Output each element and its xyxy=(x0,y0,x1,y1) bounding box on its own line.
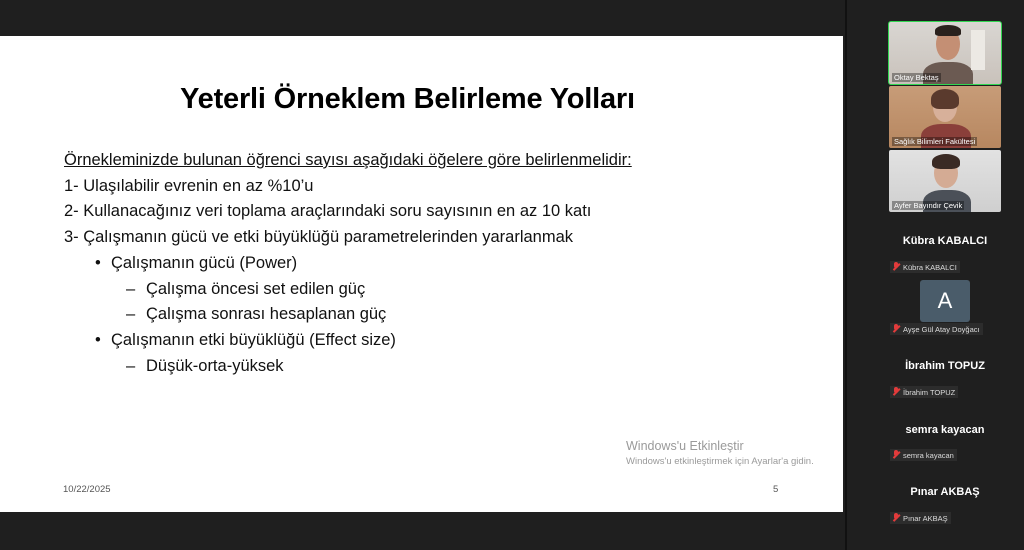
participant-video-tile[interactable] xyxy=(889,22,1001,84)
background-object xyxy=(971,30,985,70)
participants-panel xyxy=(847,0,1024,550)
sub-bullet-text: Çalışmanın gücü (Power) xyxy=(111,253,298,272)
participant-label xyxy=(890,323,983,335)
participant-name: semra kayacan xyxy=(903,451,954,460)
list-item: 1- Ulaşılabilir evrenin en az %10’u xyxy=(64,176,314,195)
sub-bullet-item xyxy=(64,251,764,277)
slide-title: Yeterli Örneklem Belirleme Yolları xyxy=(180,83,635,115)
watermark-title: Windows'u Etkinleştir xyxy=(626,439,744,453)
muted-mic-icon xyxy=(892,513,901,522)
participant-label xyxy=(890,386,958,398)
participant-label xyxy=(890,261,960,273)
list-item: 3- Çalışmanın gücü ve etki büyüklüğü parametrelerinden yararlanmak xyxy=(64,228,574,247)
participant-display-name: semra kayacan xyxy=(905,424,985,436)
participant-name: Kübra KABALCI xyxy=(903,263,957,272)
slide-lead-text: Örnekleminizde bulunan öğrenci sayısı aşağıdaki öğelere göre belirlenmelidir: xyxy=(64,151,632,169)
participant-name: Ayşe Gül Atay Doyğacı xyxy=(903,325,980,334)
participant-tile[interactable] xyxy=(889,416,1001,476)
participant-tile[interactable] xyxy=(889,352,1001,412)
participant-display-name: Kübra KABALCI xyxy=(902,235,988,247)
participant-name: Oktay Bektaş xyxy=(894,73,939,82)
slide-content xyxy=(64,148,764,379)
participant-tile[interactable] xyxy=(889,478,1001,538)
dash-item-text: Düşük-orta-yüksek xyxy=(146,356,284,375)
participant-name: İbrahim TOPUZ xyxy=(903,388,956,397)
participant-display-name: İbrahim TOPUZ xyxy=(905,360,985,372)
dash-item xyxy=(64,277,764,303)
participant-label xyxy=(890,449,957,461)
windows-activation-watermark xyxy=(626,439,814,467)
dash-icon: – xyxy=(126,356,136,375)
muted-mic-icon xyxy=(892,324,901,333)
participant-tile[interactable] xyxy=(889,278,1001,338)
participant-name: Sağlık Bilimleri Fakültesi xyxy=(894,137,976,146)
participant-display-name: Pınar AKBAŞ xyxy=(910,486,980,498)
person-shape xyxy=(935,25,961,36)
bullet-icon: • xyxy=(95,330,101,349)
muted-mic-icon xyxy=(892,387,901,396)
watermark-subtitle: Windows'u etkinleştirmek için Ayarlar'a gidin. xyxy=(626,456,814,467)
participant-name: Ayfer Bayındır Çevik xyxy=(894,201,963,210)
dash-item-text: Çalışma sonrası hesaplanan güç xyxy=(146,305,387,324)
dash-item-text: Çalışma öncesi set edilen güç xyxy=(146,279,366,298)
dash-icon: – xyxy=(126,279,136,298)
sub-bullet-item xyxy=(64,328,764,354)
muted-mic-icon xyxy=(892,450,901,459)
slide-page-number: 5 xyxy=(773,484,779,495)
dash-item xyxy=(64,354,764,380)
participant-video-tile[interactable] xyxy=(889,86,1001,148)
presentation-slide xyxy=(0,36,843,512)
participant-video-tile[interactable] xyxy=(889,150,1001,212)
participant-name: Pınar AKBAŞ xyxy=(903,514,948,523)
list-item: 2- Kullanacağınız veri toplama araçlarındaki soru sayısının en az 10 katı xyxy=(64,202,592,221)
dash-item xyxy=(64,302,764,328)
slide-date: 10/22/2025 xyxy=(63,484,111,495)
muted-mic-icon xyxy=(892,262,901,271)
participant-label xyxy=(890,512,951,524)
dash-icon: – xyxy=(126,305,136,324)
sub-bullet-text: Çalışmanın etki büyüklüğü (Effect size) xyxy=(111,330,396,349)
bullet-icon: • xyxy=(95,253,101,272)
person-shape xyxy=(932,154,960,169)
avatar: A xyxy=(920,280,970,322)
person-shape xyxy=(931,89,959,109)
